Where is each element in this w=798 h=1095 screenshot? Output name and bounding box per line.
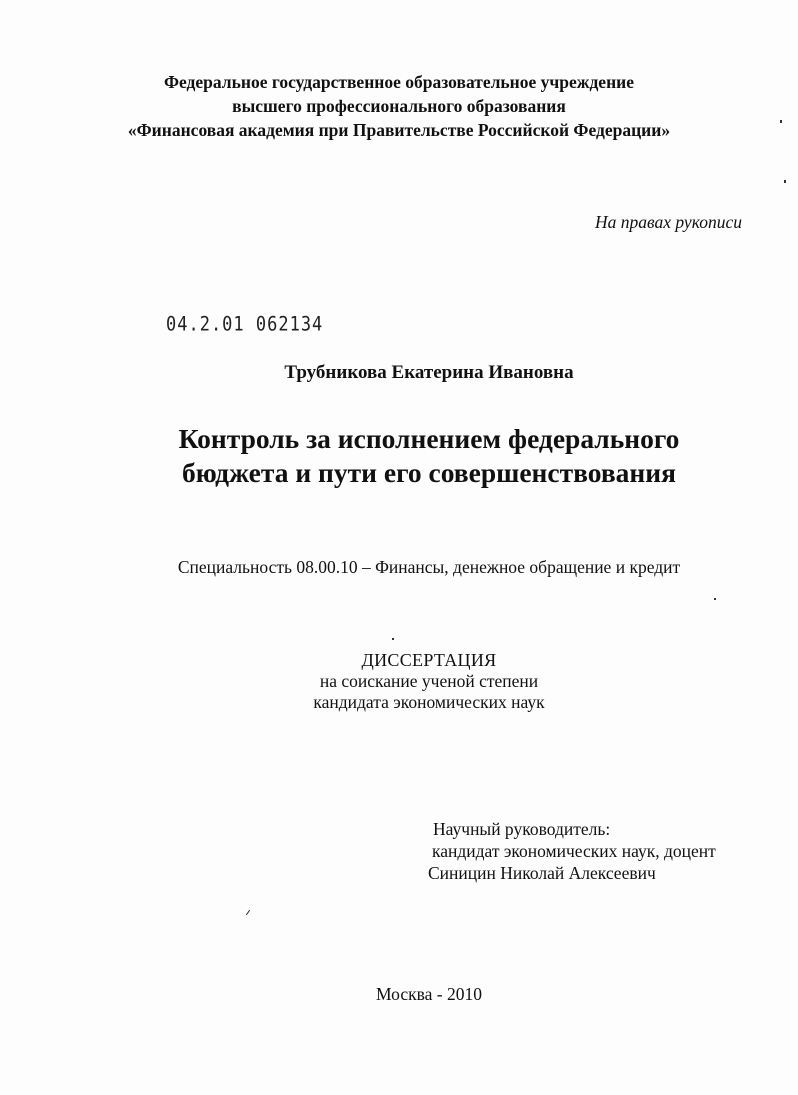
supervisor-degree: кандидат экономических наук, доцент [432, 841, 716, 861]
scan-speck [392, 638, 394, 640]
scan-speck [714, 598, 716, 600]
scan-speck [246, 910, 250, 915]
degree-line-2: на соискание ученой степени [319, 671, 539, 691]
supervisor-name: Синицин Николай Алексеевич [428, 863, 656, 883]
institution-line-3: «Финансовая академия при Правительстве Российской Федерации» [127, 120, 671, 140]
institution-line-2: высшего профессионального образования [232, 96, 566, 116]
degree-block [30, 650, 798, 713]
institution-line-1: Федеральное государственное образовательное учреждение [163, 72, 635, 92]
specialty: Специальность 08.00.10 – Финансы, денежное обращение и кредит [177, 557, 681, 577]
dissertation-title [30, 422, 798, 490]
title-line-1: Контроль за исполнением федерального [178, 423, 680, 454]
degree-heading: ДИССЕРТАЦИЯ [361, 650, 497, 670]
manuscript-note: На правах рукописи [595, 212, 742, 232]
scan-speck [784, 180, 786, 183]
degree-line-3: кандидата экономических наук [313, 692, 545, 712]
supervisor-block [428, 818, 716, 884]
place-year: Москва - 2010 [376, 984, 482, 1004]
author-name: Трубникова Екатерина Ивановна [284, 362, 574, 383]
catalog-number: 04.2.01 062134 [166, 313, 324, 336]
title-line-2: бюджета и пути его совершенствования [181, 457, 677, 488]
supervisor-label: Научный руководитель: [433, 819, 611, 839]
scan-speck [780, 120, 782, 123]
institution-header [0, 70, 798, 142]
